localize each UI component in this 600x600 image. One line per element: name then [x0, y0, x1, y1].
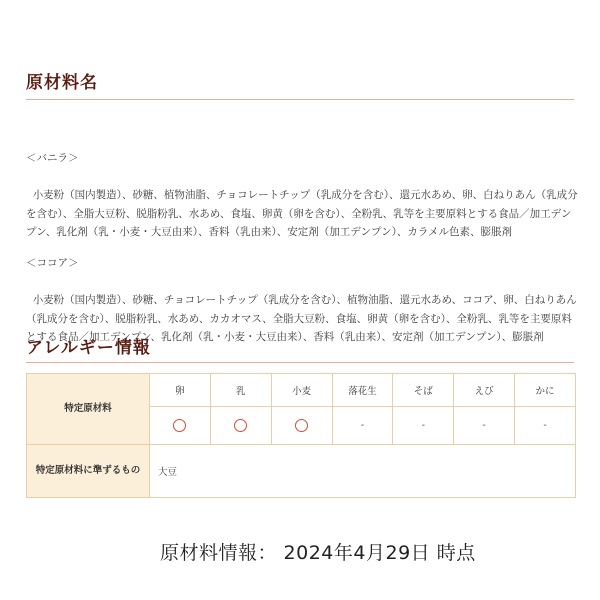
cocoa-label: ＜ココア＞ — [26, 257, 79, 269]
not-contained-dash: - — [421, 420, 426, 431]
allergen-mark-cell — [332, 407, 393, 445]
specified-row-header: 特定原材料 — [27, 374, 150, 445]
vanilla-text: 小麦粉（国内製造）、砂糖、植物油脂、チョコレートチップ（乳成分を含む）、還元水あめ、卵、白ねりあん（乳成分を含む）、全脂大豆粉、脱脂粉乳、水あめ、食塩、卵黄（卵を含む）、全粉乳、乳等を主要原料とする食品／加工デンプン、乳化剤（乳・小麦・大豆由来）、香料（乳由来）、安定剤（加工デンプン）、カラメル色素、膨脹剤 — [26, 189, 578, 238]
allergen-header: そば — [393, 374, 454, 407]
contains-circle-icon — [295, 419, 308, 432]
allergen-header: かに — [515, 374, 576, 407]
cocoa-text: 小麦粉（国内製造）、砂糖、チョコレートチップ（乳成分を含む）、植物油脂、還元水あめ、ココア、卵、白ねりあん（乳成分を含む）、脱脂粉乳、水あめ、カカオマス、全脂大豆粉、食塩、卵黄（卵を含む）、全粉乳、乳等を主要原料とする食品／加工デンプン、乳化剤（乳・小麦・大豆由来）、香料（乳由来）、安定剤（加工デンプン）、膨脹剤 — [26, 294, 577, 343]
contains-circle-icon — [173, 419, 186, 432]
equivalent-row — [27, 445, 576, 498]
allergen-mark-cell — [210, 407, 271, 445]
allergen-header: 乳 — [210, 374, 271, 407]
cocoa-ingredients — [26, 217, 578, 347]
allergen-mark-cell — [271, 407, 332, 445]
ingredient-info-date: 原材料情報： 2024年4月29日 時点 — [160, 542, 476, 564]
allergen-mark-cell — [150, 407, 211, 445]
allergen-header: 卵 — [150, 374, 211, 407]
equivalent-row-header: 特定原材料に準ずるもの — [27, 445, 150, 498]
ingredients-divider — [26, 99, 574, 100]
allergen-mark-cell — [515, 407, 576, 445]
allergy-divider — [26, 362, 574, 363]
not-contained-dash: - — [360, 420, 365, 431]
allergy-title: アレルギー情報 — [26, 338, 151, 358]
equivalent-items: 大豆 — [150, 445, 576, 498]
allergen-header: 小麦 — [271, 374, 332, 407]
allergen-mark-cell — [393, 407, 454, 445]
contains-circle-icon — [234, 419, 247, 432]
ingredients-title: 原材料名 — [26, 73, 98, 93]
vanilla-label: ＜バニラ＞ — [26, 152, 79, 164]
allergy-table — [26, 373, 576, 498]
allergy-header-row — [27, 374, 576, 407]
allergen-header: えび — [454, 374, 515, 407]
allergen-header: 落花生 — [332, 374, 393, 407]
allergen-mark-cell — [454, 407, 515, 445]
not-contained-dash: - — [543, 420, 547, 431]
not-contained-dash: - — [482, 420, 486, 431]
